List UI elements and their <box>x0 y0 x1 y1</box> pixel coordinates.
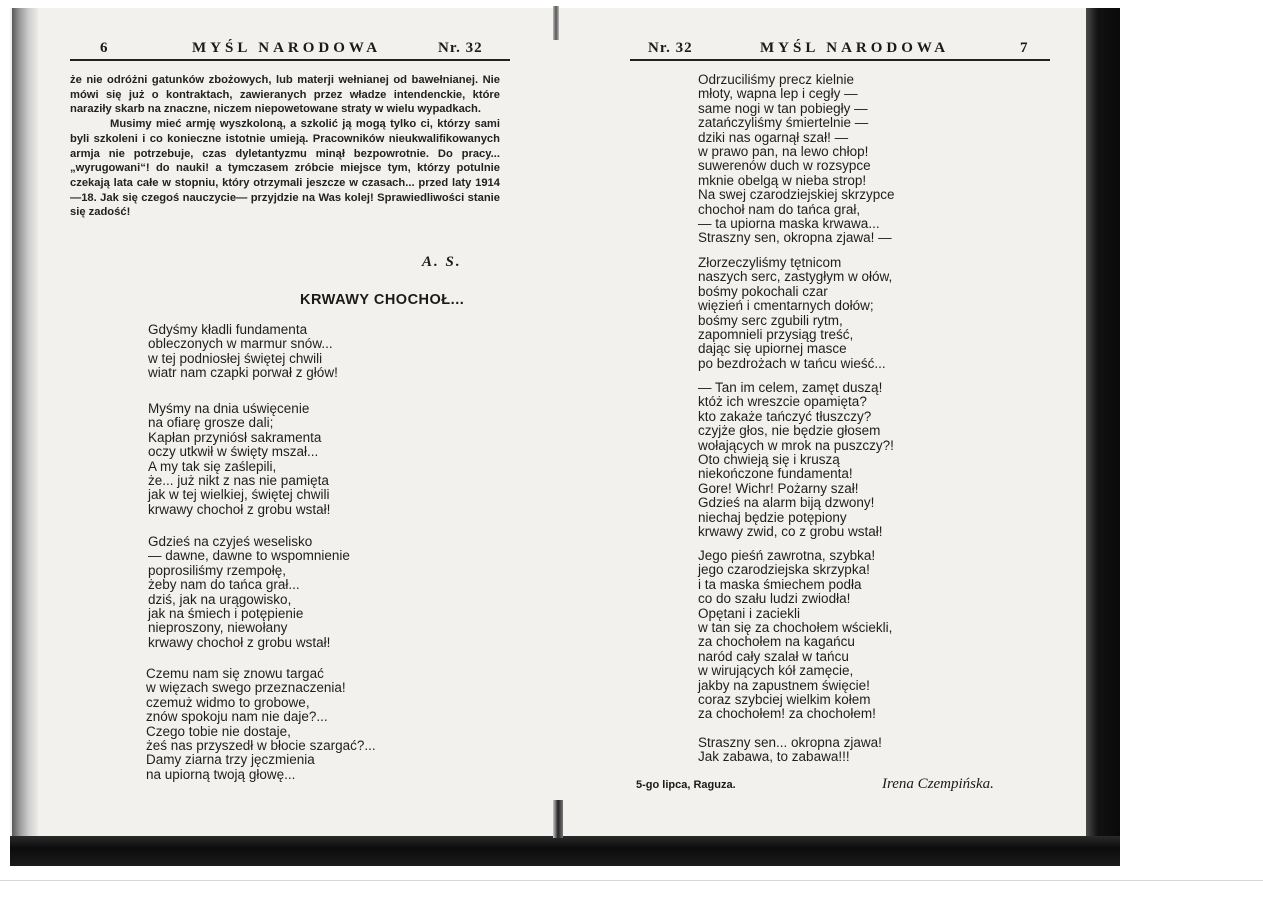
scan-artifact-line <box>0 880 1263 881</box>
verse-line: A my tak się zaślepili, <box>148 458 277 474</box>
journal-title: MYŚL NARODOWA <box>760 40 950 56</box>
verse-line: niechaj będzie potępiony <box>698 509 847 525</box>
verse-line: krwawy chochoł z grobu wstał! <box>148 634 331 650</box>
verse-line: bośmy pokochali czar <box>698 283 828 299</box>
verse-line: Gdyśmy kładli fundamenta <box>148 322 308 337</box>
verse-line: w tej podniosłej świętej chwili <box>148 350 323 366</box>
verse-line: po bezdrożach w tańcu wieść... <box>698 355 886 371</box>
verse-line: za chochołem na kagańcu <box>698 634 855 650</box>
verse-line: Straszny sen... okropna zjawa! <box>698 735 882 750</box>
place-and-date: 5-go lipca, Raguza. <box>636 779 736 791</box>
verse-line: nieproszony, niewołany <box>148 620 288 636</box>
stanza <box>148 323 338 381</box>
poem-title: KRWAWY CHOCHOŁ... <box>300 292 465 308</box>
verse-line: Gdzieś na czyjeś weselisko <box>148 534 313 549</box>
verse-line: żeby nam do tańca grał... <box>148 577 300 593</box>
page-edge-shadow <box>12 8 38 838</box>
verse-line: Gore! Wichr! Pożarny szał! <box>698 480 859 496</box>
paragraph: Musimy mieć armję wyszkoloną, a szkolić ją mogą tylko ci, którzy sami byli szkoleni i co konieczne istotnie umieją. Pracowników nieukwalifikowanych armja nie potrzebuje, czas dyletantyzmu minął bezpowrotnie. Do pracy... „wyrugowani“! do nauki! a tymczasem zróbcie miejsce tym, którzy potulnie czekają lata całe w stopniu, który otrzymali jeszcze w czasach... przed laty 1914—18. Jak się czegoś nauczycie— przyjdzie na Was kolej! Sprawiedliwości stanie się zadość! <box>70 118 500 219</box>
verse-line: Straszny sen, okropna zjawa! — <box>698 230 892 246</box>
verse-line: któż ich wreszcie opamięta? <box>698 394 867 410</box>
verse-line: w więzach swego przeznaczenia! <box>146 680 346 696</box>
paragraph: że nie odróżni gatunków zbożowych, lub materji wełnianej od bawełnianej. Nie mówi się już o kontraktach, zawieranych przez władze intendenckie, które naraziły skarb na znaczne, niczem niepowetowane straty w wielu wypadkach. <box>70 74 500 116</box>
verse-line: Jego pieśń zawrotna, szybka! <box>698 548 876 563</box>
verse-line: naszych serc, zastygłym w ołów, <box>698 269 893 285</box>
verse-line: Złorzeczyliśmy tętnicom <box>698 255 842 270</box>
verse-line: same nogi w tan pobiegły — <box>698 100 868 116</box>
verse-line: na ofiarę grosze dali; <box>148 415 274 431</box>
poem-author: Irena Czempińska. <box>882 776 994 792</box>
verse-line: w tan się za chochołem wściekli, <box>698 620 893 636</box>
verse-line: w prawo pan, na lewo chłop! <box>698 144 869 160</box>
verse-line: coraz szybciej wielkim kołem <box>698 692 871 708</box>
journal-title: MYŚL NARODOWA <box>192 40 382 56</box>
page-number: 7 <box>1020 40 1029 56</box>
stanza <box>698 736 882 765</box>
stanza <box>146 667 376 782</box>
verse-line: Odrzuciliśmy precz kielnie <box>698 72 855 87</box>
verse-line: suwerenów duch w rozsypce <box>698 158 871 174</box>
verse-line: żeś nas przyszedł w błocie szargać?... <box>146 738 376 754</box>
verse-line: Kapłan przyniósł sakramenta <box>148 429 322 445</box>
verse-line: — ta upiorna maska krwawa... <box>698 216 880 232</box>
verse-line: czyjże głos, nie będzie głosem <box>698 423 881 439</box>
verse-line: zatańczyliśmy śmiertelnie — <box>698 115 869 131</box>
issue-number: Nr. 32 <box>648 40 693 56</box>
verse-line: mknie obelgą w nieba strop! <box>698 172 867 188</box>
verse-line: wiatr nam czapki porwał z głów! <box>148 365 338 381</box>
verse-line: znów spokoju nam nie daje?... <box>146 709 328 725</box>
header-rule <box>630 59 1050 61</box>
verse-line: dziki nas ogarnął szał! — <box>698 129 849 145</box>
verse-line: Jak zabawa, to zabawa!!! <box>698 749 850 765</box>
issue-number: Nr. 32 <box>438 40 483 56</box>
verse-line: czemuż widmo to grobowe, <box>146 694 310 710</box>
verse-line: co do szału ludzi zwiodła! <box>698 591 851 607</box>
verse-line: więzień i cmentarnych dołów; <box>698 298 874 314</box>
verse-line: krwawy chochoł z grobu wstał! <box>148 501 331 517</box>
verse-line: niekończone fundamenta! <box>698 466 853 482</box>
verse-line: poprosiliśmy rzempołę, <box>148 562 287 578</box>
verse-line: że... już nikt z nas nie pamięta <box>148 473 329 489</box>
article-signature: A. S. <box>422 254 462 270</box>
verse-line: Myśmy na dnia uświęcenie <box>148 401 310 416</box>
verse-line: naród cały szalał w tańcu <box>698 648 849 664</box>
stanza <box>698 256 892 371</box>
verse-line: w wirujących kół zamęcie, <box>698 663 854 679</box>
verse-line: bośmy serc zgubili rytm, <box>698 312 843 328</box>
scan-border-bottom <box>10 836 1120 866</box>
scan-border-right <box>1086 8 1120 866</box>
verse-line: kto zakaże tańczyć tłuszczy? <box>698 408 872 424</box>
verse-line: — dawne, dawne to wspomnienie <box>148 548 350 564</box>
verse-line: jak na śmiech i potępienie <box>148 606 304 622</box>
verse-line: obleczonych w marmur snów... <box>148 336 333 352</box>
book-gutter-bottom <box>553 800 563 838</box>
stanza <box>698 549 892 722</box>
verse-line: Damy ziarna trzy jęczmienia <box>146 752 315 768</box>
page-header <box>70 40 510 60</box>
header-rule <box>70 59 510 61</box>
page-number: 6 <box>100 40 109 56</box>
verse-line: zapomnieli przysiąg treść, <box>698 327 854 343</box>
verse-line: jego czarodziejska skrzypka! <box>698 562 870 578</box>
verse-line: jakby na zapustnem święcie! <box>698 677 870 693</box>
article-text <box>70 73 500 220</box>
verse-line: Opętani i zaciekli <box>698 605 801 621</box>
page-header <box>630 40 1050 60</box>
verse-line: jak w tej wielkiej, świętej chwili <box>148 487 330 503</box>
verse-line: dziś, jak na urągowisko, <box>148 591 292 607</box>
verse-line: Na swej czarodziejskiej skrzypce <box>698 187 895 203</box>
verse-line: młoty, wapna lep i cegły — <box>698 86 858 102</box>
verse-line: chochoł nam do tańca grał, <box>698 201 861 217</box>
verse-line: — Tan im celem, zamęt duszą! <box>698 380 883 395</box>
verse-line: Czemu nam się znowu targać <box>146 666 324 681</box>
verse-line: Czego tobie nie dostaje, <box>146 723 291 739</box>
verse-line: i ta maska śmiechem podła <box>698 576 862 592</box>
stanza <box>698 73 895 246</box>
verse-line: Gdzieś na alarm biją dzwony! <box>698 495 875 511</box>
verse-line: wołających w mrok na puszczy?! <box>698 437 894 453</box>
verse-line: na upiorną twoją głowę... <box>146 766 296 782</box>
book-gutter-top <box>553 6 559 40</box>
stanza <box>148 535 350 650</box>
verse-line: za chochołem! za chochołem! <box>698 706 876 722</box>
verse-line: dając się upiornej masce <box>698 341 847 357</box>
stanza <box>698 381 894 539</box>
stanza <box>148 402 330 517</box>
verse-line: Oto chwieją się i kruszą <box>698 452 840 468</box>
verse-line: krwawy zwid, co z grobu wstał! <box>698 524 883 540</box>
verse-line: oczy utkwił w święty mszał... <box>148 444 319 460</box>
